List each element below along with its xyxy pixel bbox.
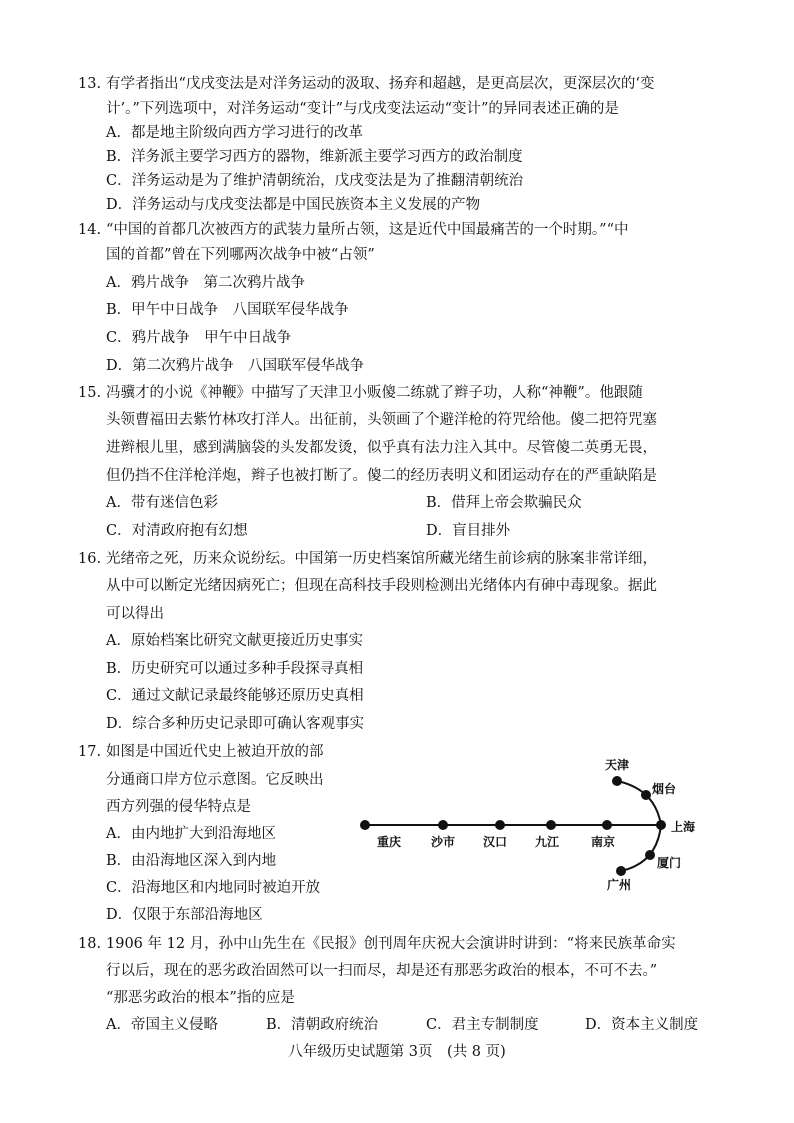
page-footer: 八年级历史试题第 3页 (共 8 页) bbox=[288, 1044, 506, 1060]
option-b: B．洋务派主要学习西方的器物，维新派主要学习西方的政治制度 bbox=[106, 149, 523, 165]
option-d: D．第二次鸦片战争 八国联军侵华战争 bbox=[106, 358, 365, 374]
question-number: 17. bbox=[78, 744, 102, 760]
question-stem-line: 可以得出 bbox=[106, 606, 164, 622]
port-label: 九江 bbox=[535, 835, 560, 849]
port-label: 沙市 bbox=[431, 835, 456, 849]
port-dot-tianjin bbox=[612, 776, 622, 786]
port-label: 上海 bbox=[671, 820, 696, 834]
question-stem-line: 光绪帝之死，历来众说纷纭。中国第一历史档案馆所藏光绪生前诊病的脉案非常详细， bbox=[106, 551, 657, 567]
question-stem-line: 有学者指出“戊戌变法是对洋务运动的汲取、扬弃和超越，是更高层次，更深层次的‘变 bbox=[106, 76, 655, 92]
question-number: 18. bbox=[78, 936, 102, 952]
option-c: C．通过文献记录最终能够还原历史真相 bbox=[106, 688, 364, 704]
option-b: B．清朝政府统治 bbox=[266, 1017, 379, 1033]
port-label: 天津 bbox=[605, 758, 630, 772]
option-a: A．由内地扩大到沿海地区 bbox=[106, 826, 276, 842]
question-stem-line: “中国的首都几次被西方的武装力量所占领，这是近代中国最痛苦的一个时期。”“中 bbox=[106, 222, 629, 238]
port-dot-nanjing bbox=[602, 820, 612, 830]
south-coast-route bbox=[621, 825, 661, 871]
question-stem-line: 西方列强的侵华特点是 bbox=[106, 799, 251, 815]
port-dot-shanghai bbox=[656, 820, 666, 830]
question-number: 13. bbox=[78, 76, 102, 92]
option-b: B．甲午中日战争 八国联军侵华战争 bbox=[106, 302, 349, 318]
question-stem-line: 但仍挡不住洋枪洋炮，辫子也被打断了。傻二的经历表明义和团运动存在的严重缺陷是 bbox=[106, 468, 657, 484]
port-label: 南京 bbox=[591, 835, 616, 849]
question-stem-line: 计’。”下列选项中，对洋务运动“变计”与戊戌变法运动“变计”的异同表述正确的是 bbox=[106, 101, 619, 117]
option-b: B．历史研究可以通过多种手段探寻真相 bbox=[106, 661, 364, 677]
question-stem-line: “那恶劣政治的根本”指的应是 bbox=[106, 990, 295, 1006]
question-number: 15. bbox=[78, 385, 102, 401]
option-d: D．仅限于东部沿海地区 bbox=[106, 907, 263, 923]
question-stem-line: 头领曹福田去紫竹林攻打洋人。出征前，头领画了个避洋枪的符咒给他。傻二把符咒塞 bbox=[106, 412, 657, 428]
option-a: A．都是地主阶级向西方学习进行的改革 bbox=[106, 125, 363, 141]
option-d: D．盲目排外 bbox=[426, 523, 511, 539]
question-stem-line: 国的首都”曾在下列哪两次战争中被“占领” bbox=[106, 247, 375, 263]
option-b: B．由沿海地区深入到内地 bbox=[106, 853, 277, 869]
port-dot-xiamen bbox=[645, 850, 655, 860]
option-a: A．原始档案比研究文献更接近历史事实 bbox=[106, 633, 363, 649]
option-c: C．沿海地区和内地同时被迫开放 bbox=[106, 880, 321, 896]
question-stem-line: 行以后，现在的恶劣政治固然可以一扫而尽，却是还有那恶劣政治的根本，不可不去。” bbox=[106, 963, 658, 979]
option-a: A．鸦片战争 第二次鸦片战争 bbox=[106, 275, 305, 291]
option-c: C．君主专制制度 bbox=[426, 1017, 539, 1033]
port-dot-guangzhou bbox=[616, 866, 626, 876]
option-d: D．综合多种历史记录即可确认客观事实 bbox=[106, 716, 365, 732]
port-label: 汉口 bbox=[483, 835, 508, 849]
question-stem-line: 从中可以断定光绪因病死亡；但现在高科技手段则检测出光绪体内有砷中毒现象。据此 bbox=[106, 578, 657, 594]
question-stem-line: 进辫根儿里，感到满脑袋的头发都发烫，似乎真有法力注入其中。尽管傻二英勇无畏， bbox=[106, 440, 657, 456]
option-c: C．对清政府抱有幻想 bbox=[106, 523, 248, 539]
option-d: D．洋务运动与戊戌变法都是中国民族资本主义发展的产物 bbox=[106, 197, 481, 213]
option-a: A．带有迷信色彩 bbox=[106, 495, 218, 511]
port-dot-chongqing bbox=[360, 820, 370, 830]
question-stem-line: 分通商口岸方位示意图。它反映出 bbox=[106, 772, 324, 788]
port-label: 厦门 bbox=[657, 856, 682, 870]
question-number: 14. bbox=[78, 222, 102, 238]
option-a: A．帝国主义侵略 bbox=[106, 1017, 218, 1033]
port-dot-hankou bbox=[495, 820, 505, 830]
question-stem-line: 冯骥才的小说《神鞭》中描写了天津卫小贩傻二练就了辫子功，人称“神鞭”。他跟随 bbox=[106, 385, 643, 401]
question-number: 16. bbox=[78, 551, 102, 567]
option-c: C．鸦片战争 甲午中日战争 bbox=[106, 330, 292, 346]
option-c: C．洋务运动是为了维护清朝统治，戊戌变法是为了推翻清朝统治 bbox=[106, 173, 524, 189]
question-stem-line: 如图是中国近代史上被迫开放的部 bbox=[106, 744, 324, 760]
port-dot-shashi bbox=[438, 820, 448, 830]
port-label: 烟台 bbox=[652, 782, 677, 796]
treaty-ports-map bbox=[355, 755, 715, 905]
port-label: 广州 bbox=[607, 878, 632, 892]
port-dot-yantai bbox=[641, 790, 651, 800]
question-stem-line: 1906 年 12 月，孙中山先生在《民报》创刊周年庆祝大会演讲时讲到：“将来民族革命实 bbox=[106, 936, 676, 952]
option-d: D．资本主义制度 bbox=[585, 1017, 699, 1033]
port-dot-jiujiang bbox=[546, 820, 556, 830]
option-b: B．借拜上帝会欺骗民众 bbox=[426, 495, 582, 511]
port-label: 重庆 bbox=[377, 835, 402, 849]
